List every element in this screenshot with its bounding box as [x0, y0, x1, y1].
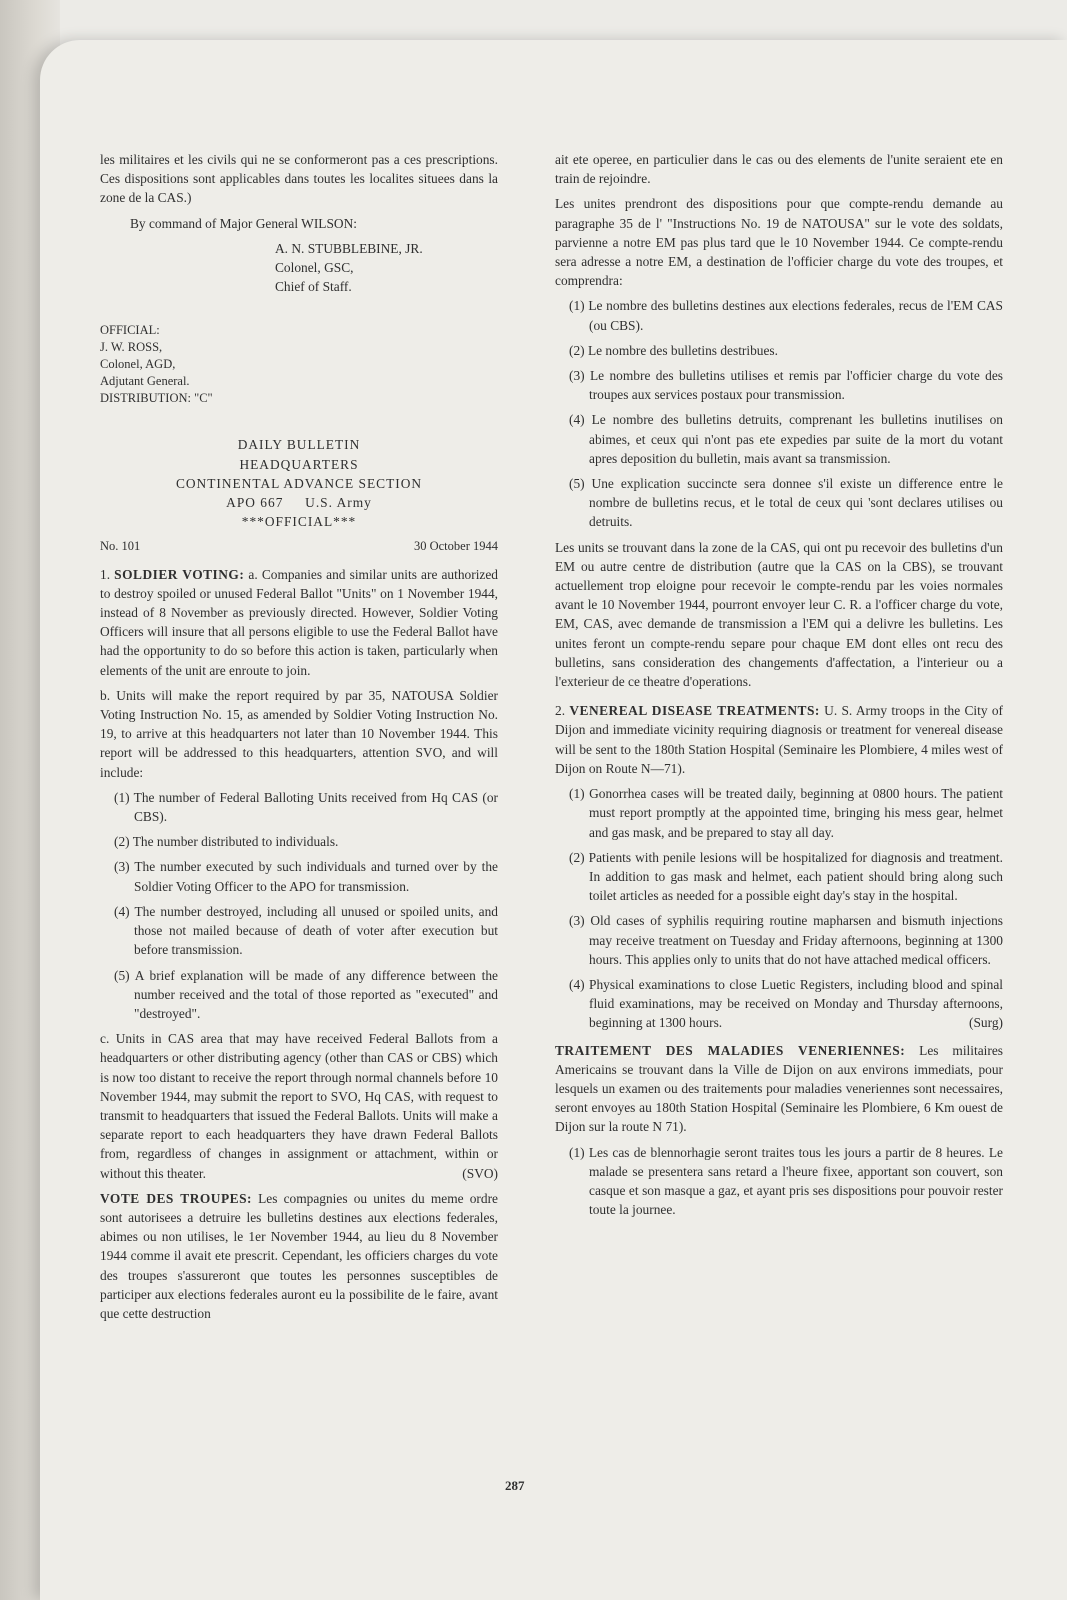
official-rank: Colonel, AGD, — [100, 357, 176, 372]
official-label: OFFICIAL: — [100, 323, 160, 338]
list-item: (2) The number distributed to individuals. — [114, 834, 339, 850]
list-item: (4) Le nombre des bulletins detruits, comprenant les bulletins inutilises on abimes, et ceux qui n'ont pas ete expedies par suite de la mort du votant apres deposition du bulletin, mais avant sa transmission. — [569, 412, 1003, 466]
list-item-text: (4) Physical examinations to close Luetic Registers, including blood and spinal fluid examinations, may be received on Monday and Thursday afternoons, beginning at 1300 hours. — [569, 976, 1003, 1031]
section-1-b: b. Units will make the report required by par 35, NATOUSA Soldier Voting Instruction No. 15, as amended by Soldier Voting Instruction No. 19, to arrive at this headquarters not later than 10 November 1944. This report will be addressed to this headquarters, attention SVO, and will include: — [100, 687, 498, 780]
bulletin-header — [100, 435, 498, 556]
header-line-2: HEADQUARTERS — [239, 456, 359, 472]
header-apo: APO 667 — [226, 495, 284, 511]
official-block — [100, 322, 498, 407]
section-2-text: U. S. Army troops in the City of Dijon and immediate vicinity requiring diagnosis or treatment for venereal disease will be sent to the 180th Station Hospital (Seminaire les Plombiere, 4 miles west of Dijon on Route N—71). — [555, 703, 1003, 776]
list-item: (2) Le nombre des bulletins destribues. — [569, 342, 778, 358]
intro-text: les militaires et les civils qui ne se conformeront pas a ces prescriptions. Ces dispositions sont applicables dans toutes les localites situees dans la zone de la CAS.) — [100, 152, 498, 206]
list-item: (5) A brief explanation will be made of any difference between the number received and the total of those reported as "executed" and "destroyed". — [114, 967, 498, 1021]
section-2 — [555, 701, 1003, 778]
vote-des-troupes — [100, 1189, 498, 1323]
list-item: (2) Patients with penile lesions will be hospitalized for diagnosis and treatment. In addition to gas mask and helmet, each patient should bring along such toilet articles as needed for a possible eight day's stay in the hospital. — [569, 849, 1003, 904]
list-item: (3) Le nombre des bulletins utilises et remis par l'officier charge du vote des troupes aux services postaux pour transmission. — [569, 368, 1003, 403]
section-2-number: 2. — [555, 703, 566, 719]
header-army: U.S. Army — [305, 495, 372, 511]
list-item: (1) The number of Federal Balloting Units received from Hq CAS (or CBS). — [114, 789, 498, 825]
vote-text: Les compagnies ou unites du meme ordre sont autorisees a detruire les bulletins destines aux elections federales, abimes ou non utilises, le 1er November 1944, au lieu du 8 November 1944 comme il avait ete prescrit. Cependant, les officiers charges du vote des troupes s'assureront que toutes les personnes susceptibles de participer aux elections federales auront eu la possibilite de le faire, avant que cette destruction — [100, 1190, 498, 1321]
right-column — [555, 150, 1003, 1225]
page-number: 287 — [505, 1478, 525, 1493]
traitement-text: Les militaires Americains se trouvant dans la Ville de Dijon on aux environs immediats, pour lesquels un examen ou des traitements pour maladies veneriennes sont necessaires, seront envoyes au 180th Station Hospital (Seminaire les Plombiere, 6 Km ouest de Dijon sur la route N 71). — [555, 1042, 1003, 1135]
section-1-number: 1. — [100, 566, 111, 582]
traitement-section — [555, 1041, 1003, 1137]
bulletin-number-line — [100, 537, 498, 556]
section-1-heading: SOLDIER VOTING: — [114, 566, 245, 582]
header-apo-line — [100, 493, 498, 512]
section-1-c — [100, 1029, 498, 1183]
distribution: DISTRIBUTION: "C" — [100, 391, 213, 406]
section-1-a-text: a. Companies and similar units are authorized to destroy spoiled or unused Federal Ballot "Units" on 1 November 1944, instead of 8 November as previously directed. However, Soldier Voting Officers will insure that all persons eligible to use the Federal Ballot have had the opportunity to do so before this action is taken, particularly when elements of the unit are enroute to join. — [100, 566, 498, 678]
list-item: (4) The number destroyed, including all unused or spoiled units, and those not mailed because of death of voter after execution but before transmission. — [114, 903, 498, 958]
list-item: (3) The number executed by such individuals and turned over by the Soldier Voting Officer to the APO for transmission. — [114, 859, 498, 894]
section-1-a — [100, 565, 498, 680]
list-item: (5) Une explication succincte sera donnee s'il existe un difference entre le nombre de bulletins recus, et le total de ceux qui 'sont declares utilises ou detruits. — [569, 476, 1003, 530]
section-1-c-text: c. Units in CAS area that may have received Federal Ballots from a headquarters or other distributing agency (other than CAS or CBS) which is now too distant to receive the report through normal channels before 10 November 1944, may submit the report to SVO, Hq CAS, with request to transmit to headquarters that issued the Federal Ballots. Units will make a separate report to each headquarters they have drawn Federal Ballots from, regardless of changes in assignment or attachment, within or without this theater. — [100, 1031, 498, 1181]
signer-title: Chief of Staff. — [275, 279, 352, 295]
signer-rank: Colonel, GSC, — [275, 260, 354, 276]
header-line-1: DAILY BULLETIN — [237, 437, 361, 453]
list-item: (1) Les cas de blennorhagie seront traites tous les jours a partir de 8 heures. Le malade se presentera sans retard a l'heure fixee, apportant son couvert, son casque et son masque a gaz, et ayant pris ses dispositions pour pouvoir rester toute la journee. — [569, 1144, 1003, 1218]
header-line-3: CONTINENTAL ADVANCE SECTION — [175, 475, 423, 491]
french-units-paragraph: Les units se trouvant dans la zone de la CAS, qui ont pu recevoir des bulletins d'un EM ou autre centre de distribution (autre que la CAS on la CBS), se trouvant actuellement trop eloigne pour recevoir le compte-rendu par les voies normales avant le 10 November 1944, pourront envoyer leur C. R. a l'officer charge du vote, EM, CAS, avec demande de transmission a l'EM qui a delivre les bulletins. Les unites feront un compte-rendu separe pour chaque EM dont elles ont recu des bulletins, sans consideration des changements d'affectation, a l'interieur ou a l'exterieur de ce theatre d'operations. — [555, 539, 1003, 690]
section-2-heading: VENEREAL DISEASE TREATMENTS: — [569, 703, 820, 719]
list-item: (3) Old cases of syphilis requiring routine mapharsen and bismuth injections may receive treatment on Tuesday and Friday afternoons, beginning at 1300 hours. This applies only to units that do not have attached medical officers. — [569, 913, 1003, 967]
command-line: By command of Major General WILSON: — [130, 215, 357, 231]
section-2-tag: (Surg) — [969, 1015, 1003, 1031]
left-column — [100, 150, 498, 1329]
bulletin-date: 30 October 1944 — [413, 539, 498, 554]
official-title: Adjutant General. — [100, 374, 190, 389]
header-official: ***OFFICIAL*** — [241, 514, 357, 530]
bulletin-number: No. 101 — [100, 539, 141, 554]
list-item — [555, 975, 1003, 1033]
section-1-tag: (SVO) — [462, 1165, 498, 1181]
official-name: J. W. ROSS, — [100, 340, 163, 355]
continuation-text: ait ete operee, en particulier dans le cas ou des elements de l'unite seraient ete en train de rejoindre. — [555, 152, 1003, 187]
signature-block — [275, 239, 498, 297]
signer-name: A. N. STUBBLEBINE, JR. — [275, 240, 423, 256]
list-item: (1) Gonorrhea cases will be treated daily, beginning at 0800 hours. The patient must report promptly at the appointed time, bringing his mess gear, helmet and gas mask, and be prepared to stay all day. — [569, 786, 1003, 840]
list-item: (1) Le nombre des bulletins destines aux elections federales, recus de l'EM CAS (ou CBS). — [569, 298, 1003, 333]
traitement-heading: TRAITEMENT DES MALADIES VENERIENNES: — [555, 1042, 906, 1058]
french-report-paragraph: Les unites prendront des dispositions pour que compte-rendu demande au paragraphe 35 de l' "Instructions No. 19 de NATOUSA" sur le vote des soldats, parvienne a notre EM pas plus tard que le 10 November 1944. Ce compte-rendu sera adresse a notre EM, a destination de l'officier charge du vote des troupes, et comprendra: — [555, 196, 1003, 289]
vote-heading: VOTE DES TROUPES: — [100, 1190, 252, 1206]
